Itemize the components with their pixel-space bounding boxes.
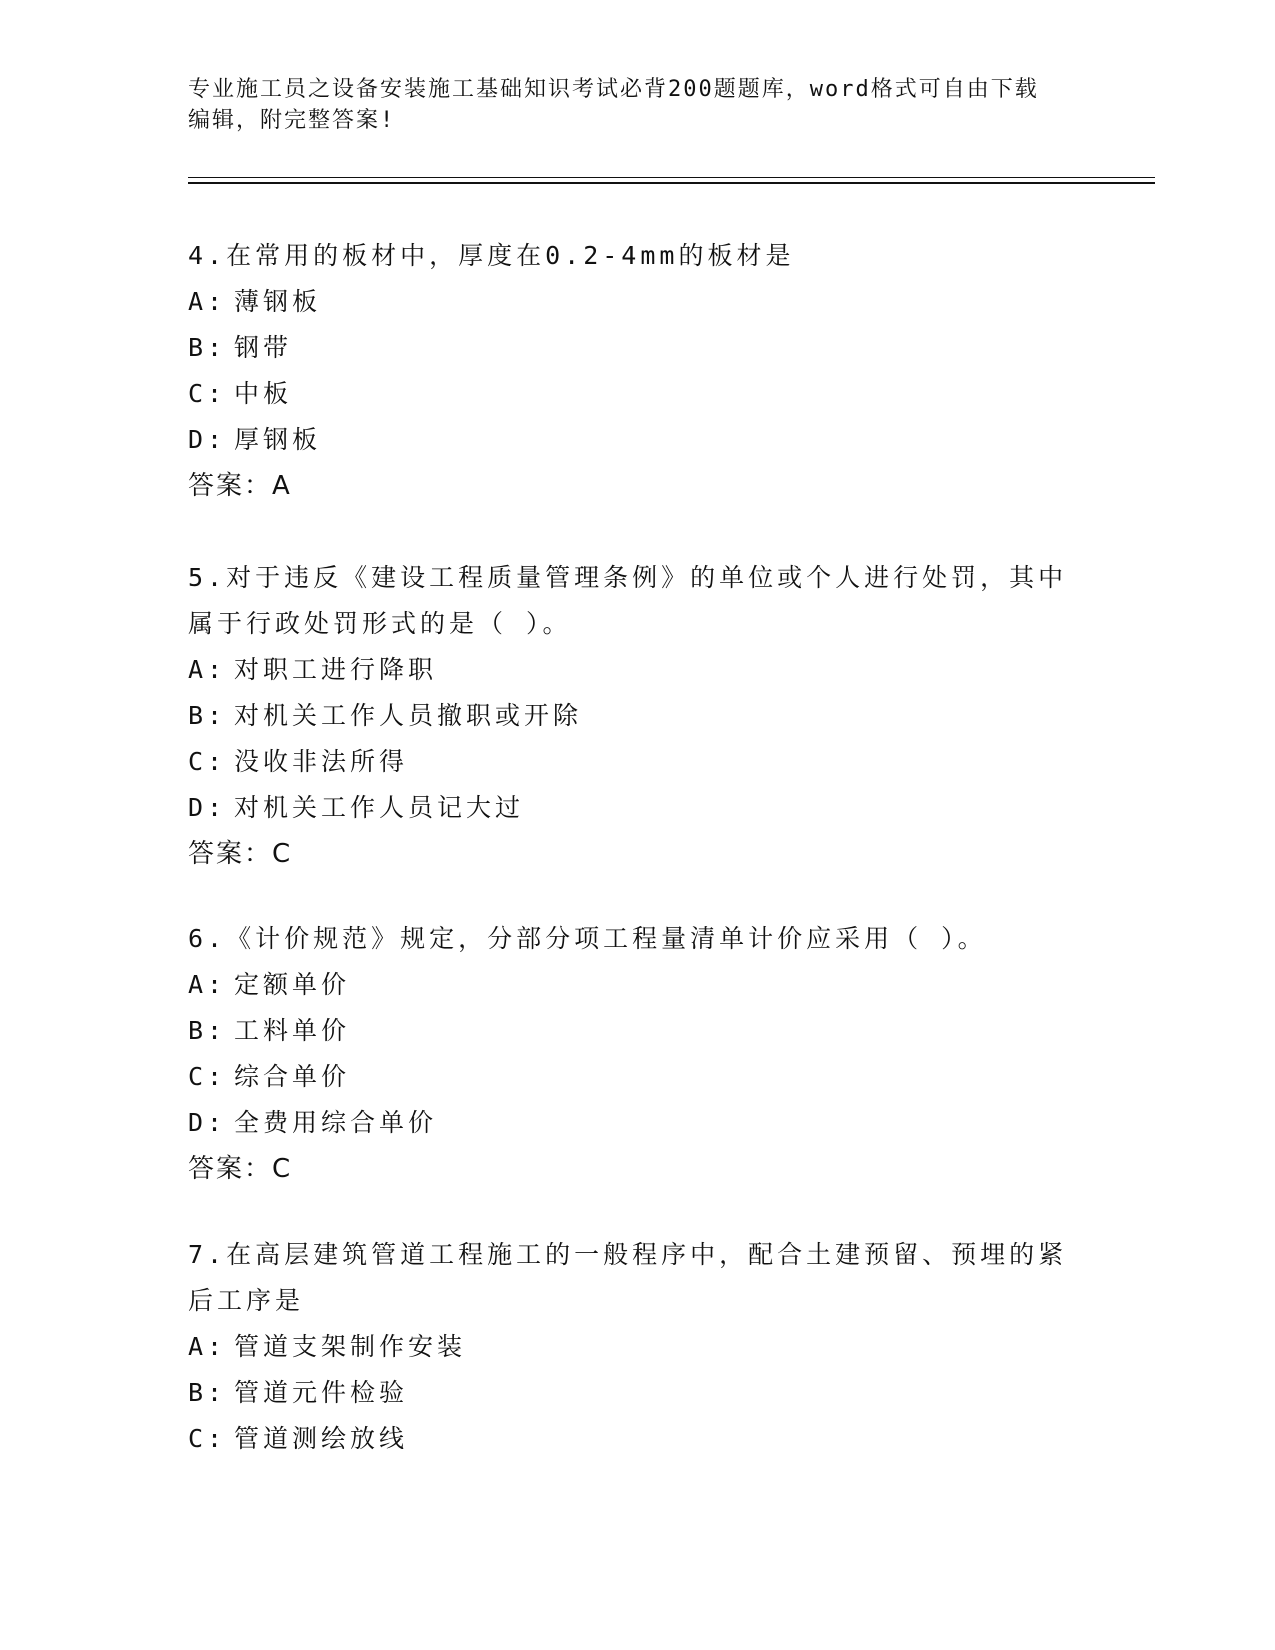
answer-line: 答案：C: [188, 839, 293, 869]
document-header: [188, 74, 1068, 136]
option-d: [188, 785, 1068, 831]
option-text: 对机关工作人员撤职或开除: [234, 701, 583, 730]
option-c: [188, 739, 1068, 785]
option-text: 厚钢板: [234, 425, 322, 454]
option-letter: B:: [188, 333, 227, 362]
question-stem-line-2: 属于行政处罚形式的是（ ）。: [188, 609, 572, 638]
option-text: 薄钢板: [234, 287, 322, 316]
answer-line: 答案：A: [188, 471, 292, 501]
option-text: 管道测绘放线: [234, 1424, 409, 1453]
option-text: 中板: [234, 379, 293, 408]
option-letter: C:: [188, 747, 227, 776]
option-letter: A:: [188, 1332, 227, 1361]
option-letter: B:: [188, 1378, 227, 1407]
option-a: [188, 962, 1068, 1008]
option-c: [188, 371, 1068, 417]
header-rule-thin: [188, 177, 1155, 178]
option-letter: B:: [188, 1016, 227, 1045]
option-text: 全费用综合单价: [234, 1108, 438, 1137]
option-a: [188, 1324, 1068, 1370]
header-line-1: 专业施工员之设备安装施工基础知识考试必背200题题库，word格式可自由下载: [188, 77, 1039, 102]
option-text: 定额单价: [234, 970, 351, 999]
option-letter: B:: [188, 701, 227, 730]
option-text: 工料单价: [234, 1016, 351, 1045]
header-line-2: 编辑，附完整答案!: [188, 108, 396, 133]
option-text: 没收非法所得: [234, 747, 409, 776]
question-stem-line-2: 后工序是: [188, 1286, 305, 1315]
option-a: [188, 279, 1068, 325]
option-b: [188, 693, 1068, 739]
option-letter: D:: [188, 1108, 227, 1137]
question-5: [188, 555, 1068, 877]
option-text: 对职工进行降职: [234, 655, 438, 684]
option-text: 管道支架制作安装: [234, 1332, 467, 1361]
question-6: [188, 916, 1068, 1192]
option-letter: A:: [188, 970, 227, 999]
question-7: [188, 1232, 1068, 1462]
option-b: [188, 1370, 1068, 1416]
option-letter: A:: [188, 287, 227, 316]
option-text: 综合单价: [234, 1062, 351, 1091]
answer-line: 答案：C: [188, 1154, 293, 1184]
option-letter: C:: [188, 379, 227, 408]
option-text: 钢带: [234, 333, 293, 362]
option-text: 对机关工作人员记大过: [234, 793, 525, 822]
question-stem-line-1: 5.对于违反《建设工程质量管理条例》的单位或个人进行处罚，其中: [188, 563, 1068, 592]
option-c: [188, 1054, 1068, 1100]
option-text: 管道元件检验: [234, 1378, 409, 1407]
option-letter: D:: [188, 793, 227, 822]
option-d: [188, 417, 1068, 463]
option-b: [188, 325, 1068, 371]
option-letter: A:: [188, 655, 227, 684]
question-stem-line-1: 7.在高层建筑管道工程施工的一般程序中，配合土建预留、预埋的紧: [188, 1240, 1068, 1269]
header-rule-thick: [188, 182, 1155, 184]
question-stem: 6.《计价规范》规定，分部分项工程量清单计价应采用（ ）。: [188, 924, 987, 953]
option-d: [188, 1100, 1068, 1146]
option-a: [188, 647, 1068, 693]
option-letter: C:: [188, 1424, 227, 1453]
question-4: [188, 233, 1068, 509]
option-b: [188, 1008, 1068, 1054]
option-c: [188, 1416, 1068, 1462]
option-letter: D:: [188, 425, 227, 454]
option-letter: C:: [188, 1062, 227, 1091]
question-stem: 4.在常用的板材中，厚度在0.2-4mm的板材是: [188, 241, 795, 270]
